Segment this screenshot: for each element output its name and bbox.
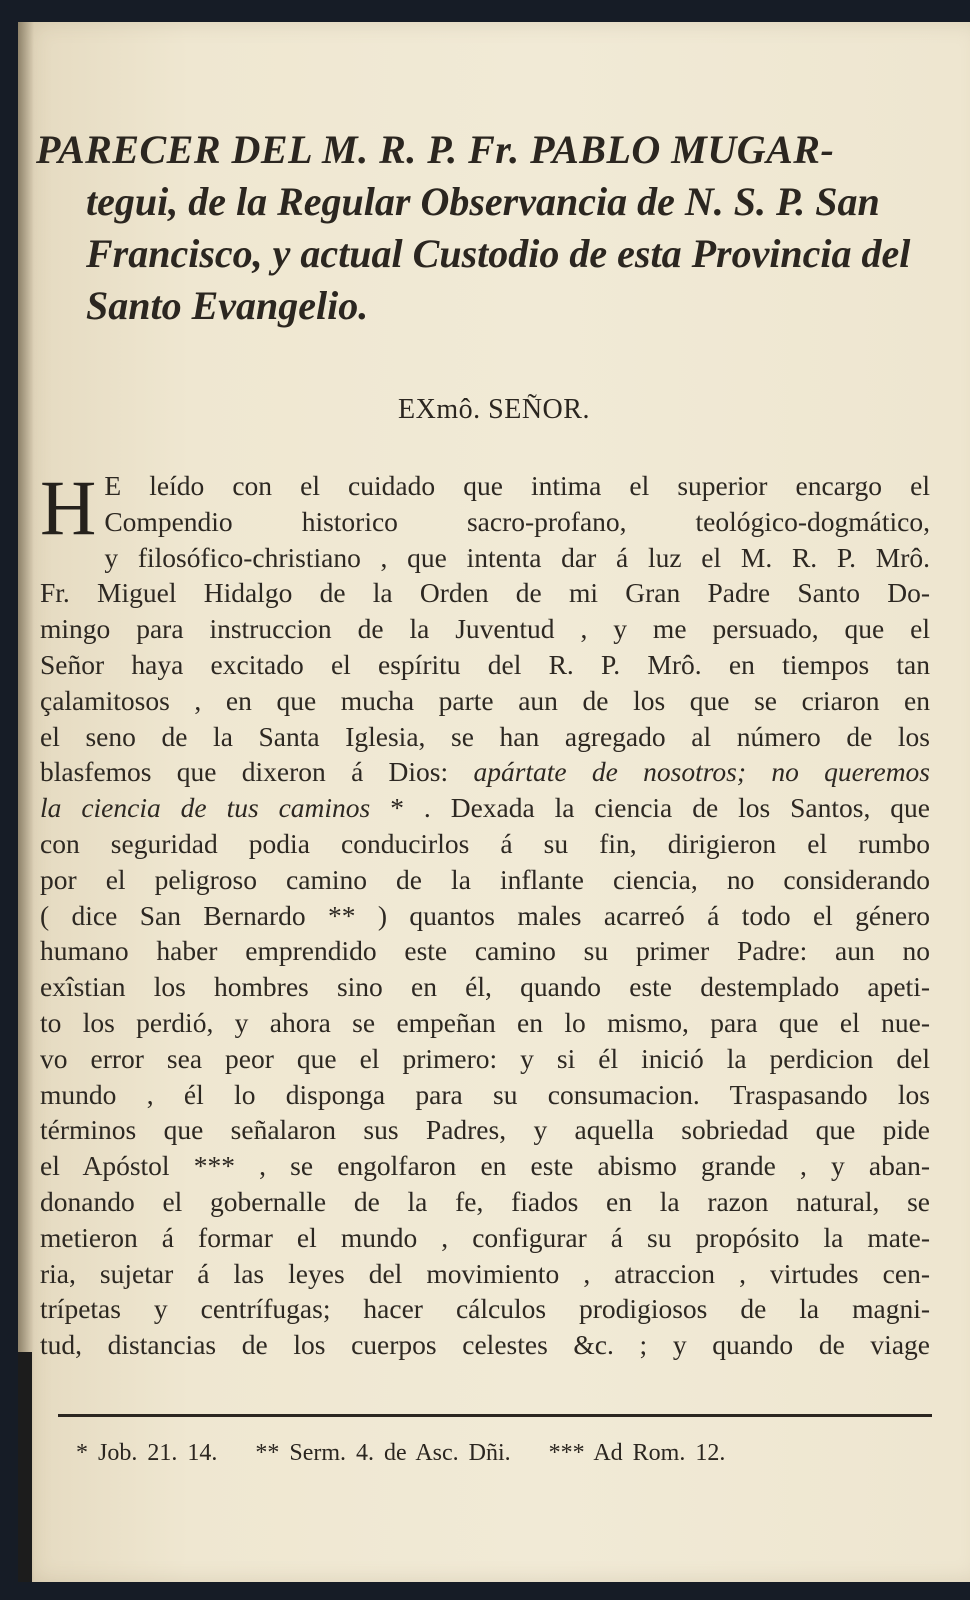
heading-line-3: Francisco, y actual Custodio de esta Provincia del — [86, 231, 911, 276]
footnote-3: *** Ad Rom. 12. — [548, 1440, 726, 1466]
body-line: Señor haya excitado el espíritu del R. P. Mrô. en tiempos tan — [40, 648, 930, 680]
quote-italic: la ciencia de tus caminos — [40, 792, 371, 824]
body-line: trípetas y centrífugas; hacer cálculos prodigiosos de la magni- — [40, 1293, 930, 1325]
footnote-2: ** Serm. 4. de Asc. Dñi. — [255, 1440, 511, 1466]
body-line: y filosófico-christiano , que intenta dar á luz el M. R. P. Mrô. — [104, 541, 930, 573]
heading-line-1: PARECER DEL M. R. P. Fr. PABLO MUGAR- — [36, 127, 835, 172]
body-line-quote-a — [40, 754, 930, 790]
heading-line-2: tegui, de la Regular Observancia de N. S. P. San — [86, 179, 880, 224]
opening-paragraph — [40, 464, 930, 551]
body-line: por el peligroso camino de la inflante ciencia, no considerando — [40, 863, 930, 895]
salutation: EXmô. SEÑOR. — [398, 394, 590, 425]
footnote-rule — [58, 1414, 932, 1417]
quote-italic: apártate de nosotros; no queremos — [473, 756, 931, 788]
body-line: humano haber emprendido este camino su primer Padre: aun no — [40, 935, 930, 967]
body-line: el Apóstol *** , se engolfaron en este abismo grande , y aban- — [40, 1150, 930, 1182]
body-line: to los perdió, y ahora se empeñan en lo mismo, para que el nue- — [40, 1006, 930, 1038]
body-line: términos que señalaron sus Padres, y aquella sobriedad que pide — [40, 1114, 930, 1146]
body-line: con seguridad podia conducirlos á su fin, dirigieron el rumbo — [40, 827, 930, 859]
body-line: E leído con el cuidado que intima el superior encargo el — [104, 470, 930, 501]
page-heading — [36, 124, 936, 332]
quote-lead: blasfemos que dixeron á Dios: — [40, 756, 474, 788]
body-text — [40, 464, 931, 1363]
body-line: el seno de la Santa Iglesia, se han agregado al número de los — [40, 720, 930, 752]
page-gutter-shadow — [18, 22, 34, 1582]
body-line: exîstian los hombres sino en él, quando este destemplado apeti- — [40, 971, 930, 1003]
body-line: metieron á formar el mundo , configurar á su propósito la mate- — [40, 1221, 930, 1253]
body-line: Fr. Miguel Hidalgo de la Orden de mi Gran Padre Santo Do- — [40, 577, 930, 609]
body-line: mingo para instruccion de la Juventud , y me persuado, que el — [40, 613, 930, 645]
book-page — [18, 22, 970, 1582]
body-line: vo error sea peor que el primero: y si él inició la perdicion del — [40, 1042, 930, 1074]
body-line: mundo , él lo disponga para su consumacion. Traspasando los — [40, 1078, 930, 1110]
quote-trail: * . Dexada la ciencia de los Santos, que — [370, 792, 930, 824]
body-line: Compendio historico sacro-profano, teológico-dogmático, — [104, 505, 930, 537]
drop-cap: H — [40, 464, 97, 551]
footnotes — [76, 1440, 936, 1467]
body-line: çalamitosos , en que mucha parte aun de los que se criaron en — [40, 684, 930, 716]
body-line: ( dice San Bernardo ** ) quantos males acarreó á todo el género — [40, 899, 930, 931]
body-line-quote-b — [40, 790, 930, 826]
body-line: tud, distancias de los cuerpos celestes &c. ; y quando de viage — [40, 1329, 930, 1361]
body-line: ria, sujetar á las leyes del movimiento , atraccion , virtudes cen- — [40, 1257, 930, 1289]
heading-line-4: Santo Evangelio. — [86, 283, 369, 328]
footnote-1: * Job. 21. 14. — [76, 1440, 218, 1466]
body-line: donando el gobernalle de la fe, fiados en la razon natural, se — [40, 1185, 930, 1217]
page-binding-edge — [18, 1352, 32, 1582]
